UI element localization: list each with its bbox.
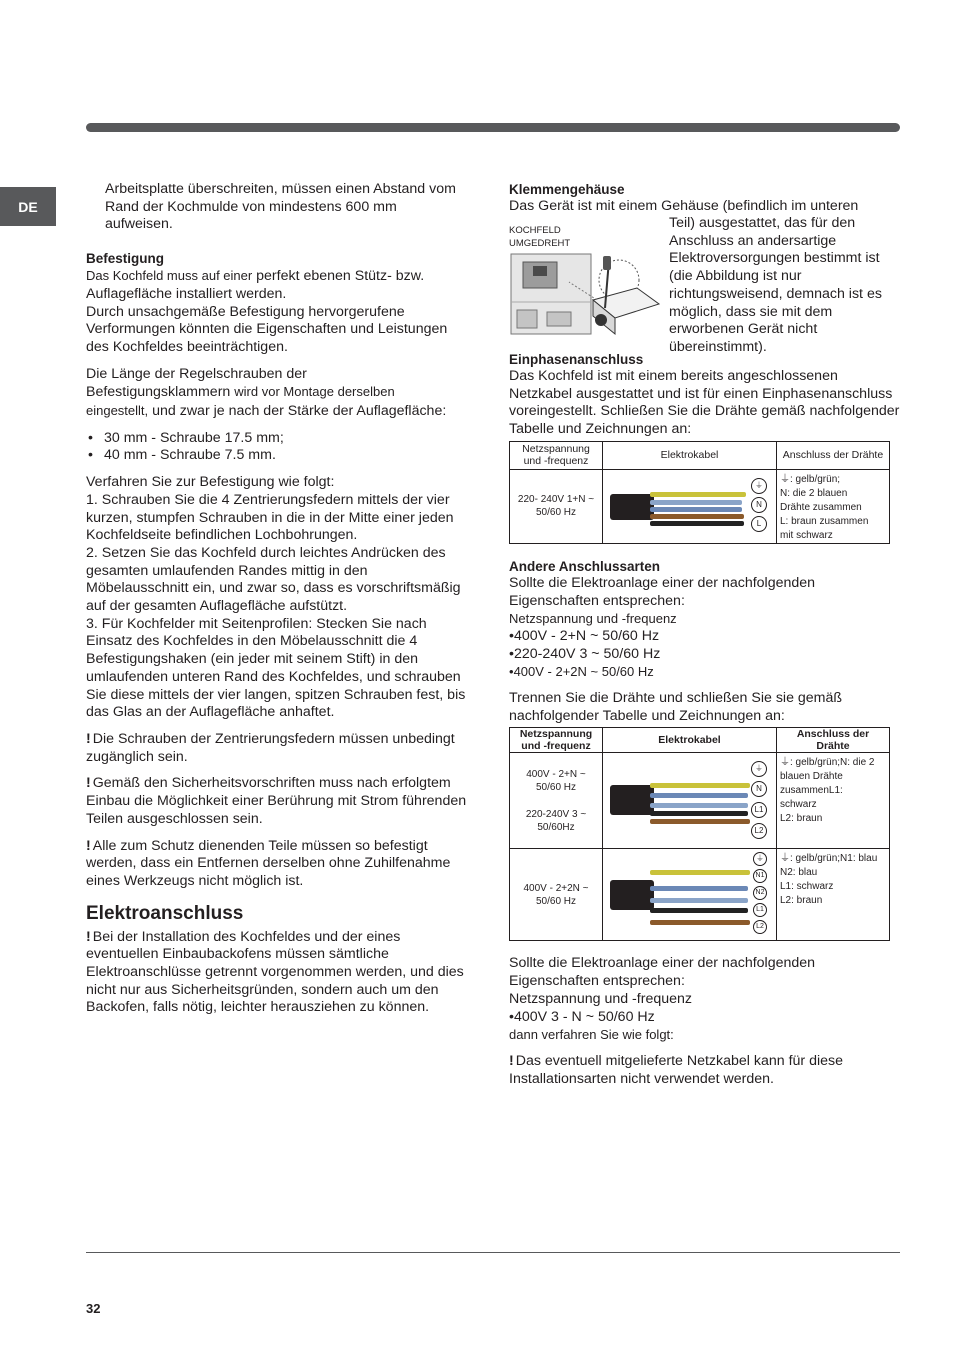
step-2: 2. Setzen Sie das Kochfeld durch leichtes Andrücken des gesamten umlaufenden Randes mittig in den Möbelausschnitt ein, und zwar so, dass es vorschriftsmäßig auf der gesamten Auflagefläche aufstützt. [86,544,461,615]
hob-figure [509,224,661,339]
wire-blue [650,803,748,808]
left-column [86,181,468,1026]
cable-jacket [610,785,654,815]
right-column [509,181,900,1097]
befestigung-heading: Befestigung [86,251,165,267]
last-warning: ! Das eventuell mitgelieferte Netzkabel kann für diese Installationsarten nicht verwendet werden. [509,1052,844,1087]
einphasen-text: Das Kochfeld ist mit einem bereits angeschlossenen Netzkabel ausgestattet und ist für einen Einphasenanschluss voreingestellt. Schließen Sie die Drähte gemäß nachfolgender Tabelle und Zeichnungen an: [509,368,900,438]
table-header: Netzspannung und -frequenz [510,441,603,469]
earth-terminal-icon: ⏚ [753,852,767,866]
befestigung-text: Das Kochfeld muss auf einer perfekt ebenen Stütz- bzw. Auflagefläche installiert werden. [86,268,425,302]
klemmengehaeuse-block [509,198,900,355]
wire-rule-cell: ⏚: gelb/grün;N1: blau N2: blau L1: schwarz L2: braun [777,849,890,941]
terminal-n2: N2 [753,886,767,900]
cable-jacket [610,494,654,520]
andere-text: Sollte die Elektroanlage einer der nachfolgenden Eigenschaften entsprechen: [509,574,816,609]
last-list [509,1009,900,1027]
wire-black [650,811,748,816]
klemmen-lead: Das Gerät ist mit einem Gehäuse (befindlich im unteren [509,198,859,214]
table-header: Anschluss der Drähte [777,441,890,469]
schrauben-text: Die Länge der Regelschrauben der Befestigungsklammern wird vor Montage derselben eingestellt, und zwar je nach der Stärke der Auflagefläche: [86,365,447,420]
schrauben-list [86,430,468,465]
cable-jacket [610,880,654,910]
klemmengehaeuse-heading: Klemmengehäuse [509,182,625,197]
last-text-3: dann verfahren Sie wie folgt: [509,1027,674,1043]
terminal-n: N [751,781,767,797]
voltage-option: 400V - 2+N ~ 50/60 Hz [526,768,586,793]
step-1: 1. Schrauben Sie die 4 Zentrierungsfedern mittels der vier kurzen, stumpfen Schrauben in die in der Mitte einer jeden Kochfeldseite befindlichen Lochbohrungen. [86,491,454,544]
header-rule [86,123,900,132]
earth-terminal-icon: ⏚ [751,761,767,777]
wire-earth [650,783,750,788]
footer-rule [86,1252,900,1253]
voltage-list [509,628,900,681]
wire-brown [650,819,750,824]
intro-text: Arbeitsplatte überschreiten, müssen einen Abstand vom Rand der Kochmulde von mindestens 600 mm aufweisen. [105,181,456,233]
cable-drawing [603,469,777,543]
list-item: • 400V - 2+2N ~ 50/60 Hz [509,663,900,681]
wire-rule-cell: ⏚: gelb/grün;N: die 2 blauen Drähte zusammenL1: schwarz L2: braun [777,753,890,849]
verfahren-text: Verfahren Sie zur Befestigung wie folgt: [86,474,335,491]
voltage-cell [510,753,603,849]
wire-brown [650,920,750,925]
terminal-l1: L1 [751,802,767,818]
warning-2: ! Gemäß den Sicherheitsvorschriften muss nach erfolgtem Einbau die Möglichkeit einer Berührung mit Strom führenden Teilen ausgeschlossen sein. [86,775,467,827]
last-text: Sollte die Elektroanlage einer der nachfolgenden Eigenschaften entsprechen: [509,955,816,990]
wire-blue [650,507,742,512]
terminal-l2: L2 [751,823,767,839]
table-header: Anschluss der Drähte [777,728,890,753]
warning-1: ! Die Schrauben der Zentrierungsfedern müssen unbedingt zugänglich sein. [86,730,455,765]
wire-earth [650,870,750,875]
elektro-warning: ! Bei der Installation des Kochfeldes und der eines eventuellen Einbaubackofens müssen sämtliche Elektroanschlüsse getrennt vorgenommen werden, und dies nicht nur aus Sicherheitsgründen, sondern auch um den Backofen, falls nötig, leichter herausziehen zu können. [86,928,464,1016]
terminal-l: L [751,516,767,532]
list-item: • 400V - 2+N ~ 50/60 Hz [509,628,900,646]
cable-drawing [603,753,777,849]
wire-rule-cell: ⏚: gelb/grün; N: die 2 blauen Drähte zusammen L: braun zusammen mit schwarz [777,469,890,543]
table-header: Netzspannung und -frequenz [510,728,603,753]
wire-black [650,521,744,526]
table-header: Elektrokabel [603,728,777,753]
elektroanschluss-heading: Elektroanschluss [86,902,244,924]
list-item: • 30 mm - Schraube 17.5 mm; [86,430,468,448]
wire-earth [650,492,746,497]
wire-black [650,908,748,913]
voltage-cell: 400V - 2+2N ~ 50/60 Hz [510,849,603,941]
wire-blue [650,898,748,903]
terminal-n: N [751,497,767,513]
terminal-l2: L2 [753,920,767,934]
last-text-2: Netzspannung und -frequenz [509,990,692,1007]
multi-phase-table [509,727,890,941]
list-item: • 40 mm - Schraube 7.5 mm. [86,447,468,465]
single-phase-table [509,441,890,544]
befestigung-text-2: Durch unsachgemäße Befestigung hervorgerufene Verformungen könnten die Eigenschaften und Leistungen des Kochfeldes beeinträchtigen. [86,303,448,355]
terminal-box-illustration [509,252,661,338]
andere-text-small: Netzspannung und -frequenz [509,611,677,627]
step-3: 3. Für Kochfelder mit Seitenprofilen: Stecken Sie nach Einsatz des Kochfeldes in den Möbelausschnitt die 4 Befestigungshaken (ein jeder mit seinem Stift) in den umlaufenden unteren Rand des Kochfeldes, und schrauben Sie diese mittels der vier langen, spitzen Schrauben fest, bis das Glas an der Auflagefläche anhaftet. [86,615,466,721]
wire-blue [650,886,748,891]
terminal-n1: N1 [753,869,767,883]
voltage-option: 220-240V 3 ~ 50/60Hz [525,808,587,833]
trennen-text: Trennen Sie die Drähte und schließen Sie sie gemäß nachfolgender Tabelle und Zeichnungen an: [509,690,843,724]
list-item: • 220-240V 3 ~ 50/60 Hz [509,646,900,664]
terminal-l1: L1 [753,903,767,917]
figure-label: KOCHFELD UMGEDREHT [509,225,571,249]
warning-3: ! Alle zum Schutz dienenden Teile müssen so befestigt werden, dass ein Entfernen derselben ohne Zuhilfenahme eines Werkzeugs nicht möglich ist. [86,837,451,889]
page-number: 32 [86,1301,101,1316]
voltage-cell: 220- 240V 1+N ~ 50/60 Hz [510,469,603,543]
wire-blue [650,500,742,505]
earth-terminal-icon: ⏚ [751,478,767,494]
table-header: Elektrokabel [603,441,777,469]
einphasenanschluss-heading: Einphasenanschluss [509,352,644,367]
language-tab: DE [0,187,56,226]
list-item: • 400V 3 - N ~ 50/60 Hz [509,1009,900,1027]
cable-drawing [603,849,777,941]
klemmen-body: Teil) ausgestattet, das für den Anschluss an andersartige Elektroversorgungen bestimmt ist (die Abbildung ist nur richtungsweisend, demnach ist es möglich, dass sie mit dem erworbenen Gerät nicht übereinstimmt). [669,215,882,355]
andere-anschlussarten-heading: Andere Anschlussarten [509,558,661,574]
wire-blue [650,793,748,798]
wire-brown [650,514,744,519]
